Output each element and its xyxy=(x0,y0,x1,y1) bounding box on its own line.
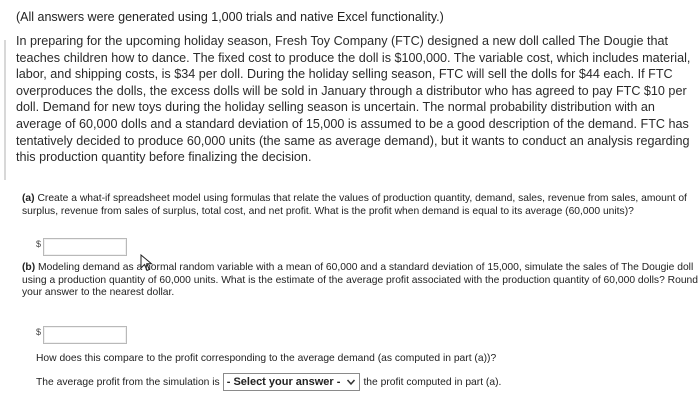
left-border xyxy=(4,40,6,180)
chevron-down-icon xyxy=(346,377,356,387)
part-a-answer-row xyxy=(36,238,127,256)
comparison-suffix: the profit computed in part (a). xyxy=(363,376,502,388)
part-a-question xyxy=(22,193,698,218)
part-b-label: (b) xyxy=(22,262,36,273)
comparison-prefix: The average profit from the simulation is xyxy=(36,376,220,388)
part-a-answer-input[interactable] xyxy=(43,238,127,256)
comparison-answer-row xyxy=(36,373,501,391)
comparison-select-value: - Select your answer - xyxy=(226,376,341,388)
part-a-text: Create a what-if spreadsheet model using formulas that relate the values of production quantity, demand, sales, revenue from sales, amount of surplus, revenue from sales of surplus, total cost, and net profit. What is the profit when demand is equal to its average (60,000 units)? xyxy=(22,193,687,217)
comparison-select[interactable] xyxy=(223,373,361,391)
instructions-note: (All answers were generated using 1,000 trials and native Excel functionality.) xyxy=(16,10,444,24)
part-b-text: Modeling demand as a normal random variable with a mean of 60,000 and a standard deviation of 15,000, simulate the sales of The Dougie doll using a production quantity of 60,000 units. What is the estimate of the average profit associated with the production quantity of 60,000 dolls? Round your answer to the nearest dollar. xyxy=(22,262,699,299)
part-b-currency: $ xyxy=(36,327,42,337)
problem-statement: In preparing for the upcoming holiday season, Fresh Toy Company (FTC) designed a new doll called The Dougie that teaches children how to dance. The fixed cost to produce the doll is $100,000. The variable cost, which includes material, labor, and shipping costs, is $34 per doll. During the holiday selling season, FTC will sell the dolls for $44 each. If FTC overproduces the dolls, the excess dolls will be sold in January through a distributor who has agreed to pay FTC $10 per doll. Demand for new toys during the holiday selling season is uncertain. The normal probability distribution with an average of 60,000 dolls and a standard deviation of 15,000 is assumed to be a good description of the demand. FTC has tentatively decided to produce 60,000 units (the same as average demand), but it wants to conduct an analysis regarding this production quantity before finalizing the decision. xyxy=(16,34,691,165)
part-b-question xyxy=(22,262,698,300)
part-a-label: (a) xyxy=(22,193,35,204)
part-a-currency: $ xyxy=(36,239,42,249)
part-b-answer-input[interactable] xyxy=(43,326,127,344)
comparison-question: How does this compare to the profit corresponding to the average demand (as computed in part (a))? xyxy=(36,353,497,364)
part-b-answer-row xyxy=(36,326,127,344)
